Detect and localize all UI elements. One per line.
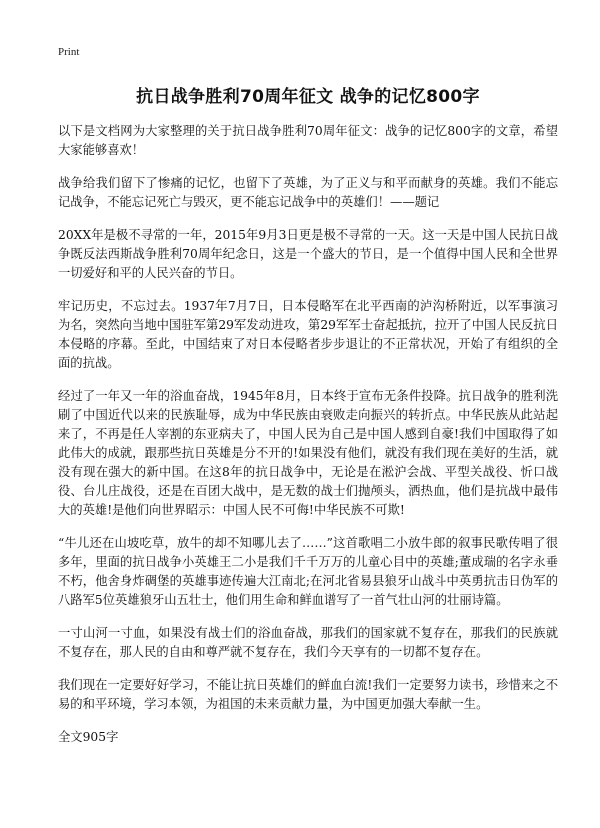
body-paragraph-victory: 经过了一年又一年的浴血奋战，1945年8月，日本终于宣布无条件投降。抗日战争的胜利洗刷了中国近代以来的民族耻辱，成为中华民族由衰败走向振兴的转折点。中华民族从此站起来了，不再是任人宰割的东亚病夫了，中国人民为自己是中国人感到自豪!我们中国取得了如此伟大的成就，跟那些抗日英雄是分不开的!如果没有他们，就没有我们现在美好的生活，就没有现在强大的新中国。在这8年的抗日战争中，无论是在淞沪会战、平型关战役、忻口战役、台儿庄战役，还是在百团大战中，是无数的战士们抛颅头，洒热血，他们是抗战中最伟大的英雄!是他们向世界昭示：中国人民不可侮!中华民族不可欺!: [58, 389, 558, 517]
epigraph-paragraph: 战争给我们留下了惨痛的记忆，也留下了英雄，为了正义与和平而献身的英雄。我们不能忘记战争，不能忘记死亡与毁灭，更不能忘记战争中的英雄们！——题记: [58, 176, 558, 209]
body-paragraph-heroes: “牛儿还在山坡吃草，放牛的却不知哪儿去了……”这首歌唱二小放牛郎的叙事民歌传唱了很多年，里面的抗日战争小英雄王二小是我们千千万万的儿童心目中的英雄;董成瑞的名字永垂不朽，他舍身炸碉堡的英雄事迹传遍大江南北;在河北省易县狼牙山战斗中英勇抗击日伪军的八路军5位英雄狼牙山五壮士，他们用生命和鲜血谱写了一首气壮山河的壮丽诗篇。: [58, 536, 558, 607]
body-paragraph-history: 牢记历史，不忘过去。1937年7月7日，日本侵略军在北平西南的泸沟桥附近，以军事演习为名，突然向当地中国驻军第29军发动进攻，第29军军士奋起抵抗，拉开了中国人民反抗日本侵略的序幕。至此，中国结束了对日本侵略者步步退让的不正常状况，开始了有组织的全面的抗战。: [58, 299, 558, 370]
word-count: 全文905字: [58, 730, 119, 744]
body-paragraph-sacrifice: 一寸山河一寸血，如果没有战士们的浴血奋战，那我们的国家就不复存在，那我们的民族就不复存在，那人民的自由和尊严就不复存在，我们今天享有的一切都不复存在。: [58, 626, 558, 659]
intro-paragraph: 以下是文档网为大家整理的关于抗日战争胜利70周年征文：战争的记忆800字的文章，希望大家能够喜欢！: [58, 124, 558, 157]
article-body: [58, 122, 558, 747]
print-label: Print: [58, 46, 80, 58]
body-paragraph-resolution: 我们现在一定要好好学习，不能让抗日英雄们的鲜血白流!我们一定要努力读书，珍惜来之不易的和平环境，学习本领，为祖国的未来贡献力量，为中国更加强大奉献一生。: [58, 678, 558, 711]
document-title: 抗日战争胜利70周年征文 战争的记忆800字: [136, 87, 480, 107]
body-paragraph-anniversary: 20XX年是极不寻常的一年，2015年9月3日更是极不寻常的一天。这一天是中国人民抗日战争既反法西斯战争胜利70周年纪念日，这是一个盛大的节日，是一个值得中国人民和全世界一切爱好和平的人民兴奋的节日。: [58, 228, 558, 280]
